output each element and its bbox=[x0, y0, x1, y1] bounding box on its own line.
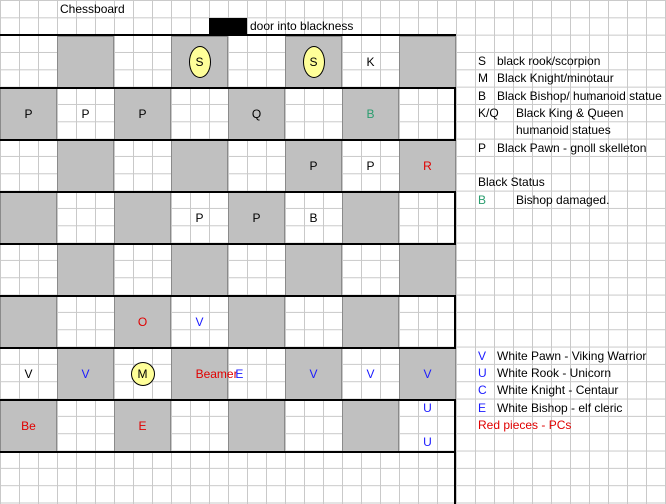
board-piece[interactable]: V bbox=[81, 367, 90, 381]
board-square[interactable] bbox=[342, 244, 399, 296]
board-square[interactable] bbox=[114, 244, 171, 296]
legend-symbol: E bbox=[478, 401, 487, 415]
board-row-line bbox=[0, 243, 456, 245]
board-piece[interactable]: B bbox=[309, 211, 318, 225]
board-row-line bbox=[0, 347, 456, 349]
board-piece[interactable]: Beamer bbox=[195, 367, 238, 381]
legend-text: White Knight - Centaur bbox=[497, 383, 619, 397]
board-piece[interactable]: K bbox=[366, 55, 375, 69]
board-square[interactable] bbox=[114, 192, 171, 244]
status-heading: Black Status bbox=[478, 175, 545, 189]
board-square[interactable] bbox=[228, 244, 285, 296]
board-square[interactable] bbox=[0, 140, 57, 192]
board-piece[interactable]: P bbox=[252, 211, 261, 225]
legend-text: Black Bishop/ humanoid statue bbox=[497, 89, 662, 103]
board-square[interactable] bbox=[342, 296, 399, 348]
board-square[interactable] bbox=[285, 296, 342, 348]
legend-text: White Bishop - elf cleric bbox=[497, 401, 623, 415]
board-piece[interactable]: P bbox=[24, 107, 33, 121]
board-piece[interactable]: V bbox=[423, 367, 432, 381]
board-square[interactable] bbox=[171, 400, 228, 452]
legend-symbol: M bbox=[478, 71, 488, 85]
legend-symbol: C bbox=[478, 383, 487, 397]
legend-text: black rook/scorpion bbox=[497, 54, 601, 68]
board-row-line bbox=[0, 191, 456, 193]
board-piece[interactable]: P bbox=[138, 107, 147, 121]
legend-text: Bishop damaged. bbox=[516, 193, 610, 207]
board-piece[interactable]: E bbox=[235, 367, 244, 381]
board-row-line bbox=[0, 295, 456, 297]
legend-symbol: S bbox=[478, 54, 487, 68]
legend-symbol: U bbox=[478, 366, 487, 380]
board-square[interactable] bbox=[399, 296, 456, 348]
board-row-line bbox=[0, 139, 456, 141]
board-piece[interactable]: V bbox=[195, 315, 204, 329]
board-piece[interactable]: R bbox=[423, 159, 432, 173]
board-square[interactable] bbox=[342, 192, 399, 244]
board-square[interactable] bbox=[57, 192, 114, 244]
board-square[interactable] bbox=[399, 192, 456, 244]
board-piece[interactable]: M bbox=[131, 362, 155, 386]
legend-text: White Rook - Unicorn bbox=[497, 366, 612, 380]
board-square[interactable] bbox=[114, 36, 171, 88]
board-square[interactable] bbox=[285, 400, 342, 452]
board-piece[interactable]: U bbox=[423, 434, 432, 449]
board-piece[interactable]: S bbox=[303, 46, 325, 78]
board-square[interactable] bbox=[228, 140, 285, 192]
board-piece[interactable]: V bbox=[309, 367, 318, 381]
board-square[interactable] bbox=[228, 400, 285, 452]
board-square[interactable] bbox=[0, 244, 57, 296]
board-square[interactable] bbox=[57, 400, 114, 452]
board-piece[interactable]: E bbox=[138, 419, 147, 433]
legend-symbol: K/Q bbox=[478, 106, 499, 120]
legend-text: White Pawn - Viking Warrior bbox=[497, 349, 647, 363]
board-piece[interactable]: Q bbox=[251, 107, 262, 121]
board-square[interactable] bbox=[57, 244, 114, 296]
board-row-line bbox=[0, 399, 456, 401]
legend-text: Black Knight/minotaur bbox=[497, 71, 614, 85]
board-piece[interactable]: P bbox=[81, 107, 90, 121]
board-piece[interactable]: S bbox=[189, 46, 211, 78]
board-square[interactable] bbox=[0, 296, 57, 348]
board-square[interactable] bbox=[171, 88, 228, 140]
board-square[interactable] bbox=[399, 36, 456, 88]
board-row-line bbox=[0, 87, 456, 89]
board-square[interactable] bbox=[171, 140, 228, 192]
legend-symbol: B bbox=[478, 89, 487, 103]
board-square[interactable] bbox=[228, 296, 285, 348]
board-square[interactable] bbox=[0, 192, 57, 244]
board-square[interactable] bbox=[57, 36, 114, 88]
board-square[interactable] bbox=[57, 296, 114, 348]
legend-text: Black Pawn - gnoll skelleton bbox=[497, 141, 647, 155]
page-title: Chessboard bbox=[60, 2, 125, 16]
board-square[interactable] bbox=[399, 88, 456, 140]
board-piece[interactable]: P bbox=[195, 211, 204, 225]
chessboard[interactable] bbox=[0, 34, 456, 504]
board-piece[interactable]: P bbox=[309, 159, 318, 173]
board-square[interactable] bbox=[171, 244, 228, 296]
door-label: door into blackness bbox=[250, 19, 354, 33]
legend-text: Black King & Queen bbox=[516, 106, 624, 120]
legend-text: humanoid statues bbox=[516, 123, 611, 137]
legend-symbol: P bbox=[478, 141, 487, 155]
board-piece[interactable]: V bbox=[366, 367, 375, 381]
board-piece[interactable]: Be bbox=[21, 419, 36, 433]
board-piece[interactable]: B bbox=[366, 107, 375, 121]
board-square[interactable] bbox=[399, 244, 456, 296]
board-piece[interactable]: P bbox=[366, 159, 375, 173]
board-square[interactable] bbox=[285, 88, 342, 140]
board-square[interactable] bbox=[285, 244, 342, 296]
board-square[interactable] bbox=[114, 140, 171, 192]
board-square[interactable] bbox=[57, 140, 114, 192]
board-square[interactable] bbox=[228, 36, 285, 88]
legend-text: Red pieces - PCs bbox=[478, 418, 572, 432]
legend-symbol: V bbox=[478, 349, 487, 363]
door-marker bbox=[209, 18, 247, 34]
board-square[interactable] bbox=[342, 400, 399, 452]
board-piece[interactable]: V bbox=[24, 367, 33, 381]
board-square[interactable] bbox=[0, 36, 57, 88]
board-row-line bbox=[0, 451, 456, 453]
legend-symbol: B bbox=[478, 193, 487, 207]
board-piece[interactable]: O bbox=[137, 315, 148, 329]
board-piece[interactable]: U bbox=[423, 400, 432, 415]
